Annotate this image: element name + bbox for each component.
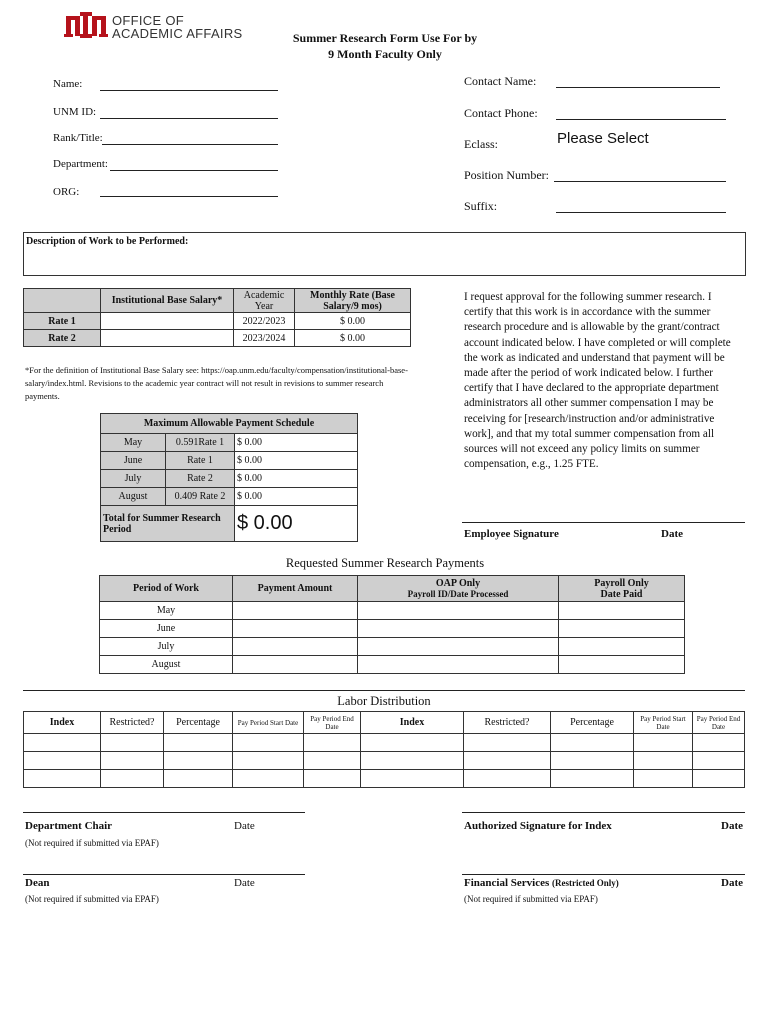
schedule-total-amount: $ 0.00 (235, 506, 358, 542)
labor-cell[interactable] (233, 734, 304, 752)
employee-signature-label: Employee Signature (464, 528, 559, 540)
schedule-rate: Rate 1 (166, 452, 235, 470)
description-label: Description of Work to be Performed: (26, 236, 189, 247)
contact-name-field[interactable] (556, 74, 720, 88)
labor-col-index-2: Index (361, 712, 464, 734)
position-number-label: Position Number: (464, 168, 550, 182)
payment-month: May (100, 602, 233, 620)
labor-cell[interactable] (693, 734, 745, 752)
payment-payroll-cell[interactable] (559, 638, 685, 656)
payments-col-payroll (559, 576, 685, 602)
schedule-amount: $ 0.00 (235, 488, 358, 506)
schedule-total-label: Total for Summer Research Period (101, 506, 235, 542)
rate-2-monthly: $ 0.00 (295, 330, 411, 347)
suffix-label: Suffix: (464, 199, 498, 213)
suffix-field[interactable] (556, 199, 726, 213)
payments-title: Requested Summer Research Payments (285, 556, 485, 570)
fin-services-title: Financial Services (464, 877, 550, 889)
labor-cell[interactable] (164, 734, 233, 752)
rank-title-label: Rank/Title: (53, 132, 103, 144)
labor-cell[interactable] (361, 770, 464, 788)
payment-schedule-table (100, 413, 358, 542)
org-label: ORG: (53, 186, 80, 198)
oap-payroll-id-label: Payroll ID/Date Processed (407, 589, 509, 599)
labor-col-start-2: Pay Period Start Date (634, 712, 693, 734)
labor-cell[interactable] (101, 770, 164, 788)
labor-cell[interactable] (551, 770, 634, 788)
org-line-2: ACADEMIC AFFAIRS (112, 26, 243, 41)
labor-cell[interactable] (693, 752, 745, 770)
form-title-line-1: Summer Research Form Use For by (292, 31, 478, 45)
payment-payroll-cell[interactable] (559, 620, 685, 638)
payments-col-oap (358, 576, 559, 602)
labor-col-index: Index (24, 712, 101, 734)
labor-cell[interactable] (693, 770, 745, 788)
name-label: Name: (53, 78, 83, 90)
rate-1-label: Rate 1 (24, 313, 101, 330)
payment-month: June (100, 620, 233, 638)
labor-cell[interactable] (233, 752, 304, 770)
payment-month: August (100, 656, 233, 674)
labor-col-start: Pay Period Start Date (233, 712, 304, 734)
rate-1-year: 2022/2023 (234, 313, 295, 330)
labor-col-end-2: Pay Period End Date (693, 712, 745, 734)
labor-cell[interactable] (464, 734, 551, 752)
labor-col-restricted: Restricted? (101, 712, 164, 734)
labor-cell[interactable] (361, 752, 464, 770)
payment-payroll-cell[interactable] (559, 602, 685, 620)
payment-oap-cell[interactable] (358, 602, 559, 620)
rate-table (23, 288, 411, 347)
dean-date-label: Date (234, 877, 255, 889)
contact-name-label: Contact Name: (464, 74, 537, 88)
labor-cell[interactable] (464, 770, 551, 788)
payment-oap-cell[interactable] (358, 656, 559, 674)
schedule-rate: 0.409 Rate 2 (166, 488, 235, 506)
schedule-month: June (101, 452, 166, 470)
fin-services-label (464, 877, 619, 889)
schedule-amount: $ 0.00 (235, 434, 358, 452)
rate-1-salary-cell[interactable] (101, 313, 234, 330)
labor-cell[interactable] (101, 752, 164, 770)
date-paid-label: Date Paid (600, 588, 643, 600)
department-field[interactable] (110, 158, 278, 171)
labor-title: Labor Distribution (337, 694, 431, 708)
auth-signature-line[interactable] (462, 802, 745, 813)
labor-cell[interactable] (464, 752, 551, 770)
labor-cell[interactable] (304, 734, 361, 752)
dept-chair-date-label: Date (234, 820, 255, 832)
payment-amount-cell[interactable] (233, 620, 358, 638)
department-label: Department: (53, 158, 108, 170)
org-line-1: OFFICE OF (112, 13, 185, 28)
labor-cell[interactable] (233, 770, 304, 788)
payments-table (99, 575, 685, 674)
position-number-field[interactable] (554, 168, 726, 182)
labor-cell[interactable] (304, 770, 361, 788)
payroll-only-label: Payroll Only (594, 577, 649, 589)
payment-oap-cell[interactable] (358, 620, 559, 638)
oap-only-label: OAP Only (435, 578, 481, 589)
schedule-amount: $ 0.00 (235, 452, 358, 470)
payment-payroll-cell[interactable] (559, 656, 685, 674)
dept-chair-label: Department Chair (25, 820, 113, 832)
rate-1-monthly: $ 0.00 (295, 313, 411, 330)
rate-2-salary-cell[interactable] (101, 330, 234, 347)
certification-text: I request approval for the following summer research. I certify that this work is in accordance with the summer research procedure and is allowable by the grant/contract account indicated below. I have completed or will complete the work as indicated and understand that payment will be made after the period of work indicated below. I further certify that I have declared to the appropriate department administrators all other summer compensation I may be receiving for [research/instruction and/or administrative work], and that my total summer compensation from all sources will not exceed any policy limits on summer compensation, e.g., 1.25 FTE. (464, 291, 731, 471)
payment-amount-cell[interactable] (233, 638, 358, 656)
schedule-rate: 0.591Rate 1 (166, 434, 235, 452)
rank-title-field[interactable] (102, 132, 278, 145)
rate-2-year: 2023/2024 (234, 330, 295, 347)
payment-oap-cell[interactable] (358, 638, 559, 656)
dean-label: Dean (25, 877, 50, 889)
labor-cell[interactable] (634, 734, 693, 752)
labor-col-end: Pay Period End Date (304, 712, 361, 734)
org-field[interactable] (100, 184, 278, 197)
name-field[interactable] (100, 78, 278, 91)
labor-cell[interactable] (24, 752, 101, 770)
unm-id-label: UNM ID: (53, 106, 97, 118)
unm-id-field[interactable] (100, 106, 278, 119)
salary-footnote: *For the definition of Institutional Base Salary see: https://oap.unm.edu/faculty/compensation/institutional-base-salary/index.html. Revisions to the academic year contract will not result in revisions to summer research payments. (25, 365, 408, 401)
labor-cell[interactable] (24, 734, 101, 752)
labor-cell[interactable] (24, 770, 101, 788)
auth-date-label: Date (721, 820, 743, 832)
rate-table-corner (24, 289, 101, 313)
fin-services-restricted: (Restricted Only) (552, 878, 619, 888)
schedule-title: Maximum Allowable Payment Schedule (101, 414, 358, 434)
auth-signature-label: Authorized Signature for Index (464, 820, 612, 832)
rate-2-label: Rate 2 (24, 330, 101, 347)
unm-logo-mark-icon (64, 12, 108, 42)
labor-cell[interactable] (164, 770, 233, 788)
form-title-line-2: 9 Month Faculty Only (328, 47, 442, 61)
labor-col-percentage-2: Percentage (551, 712, 634, 734)
eclass-select[interactable]: Please Select (557, 130, 649, 147)
payments-col-period: Period of Work (100, 576, 233, 602)
labor-cell[interactable] (634, 752, 693, 770)
eclass-label: Eclass: (464, 137, 498, 151)
dean-signature-line[interactable] (23, 864, 305, 875)
contact-phone-label: Contact Phone: (464, 106, 538, 120)
labor-cell[interactable] (304, 752, 361, 770)
rate-table-header-monthly: Monthly Rate (Base Salary/9 mos) (295, 289, 411, 313)
labor-cell[interactable] (361, 734, 464, 752)
labor-cell[interactable] (164, 752, 233, 770)
employee-date-label: Date (661, 528, 683, 540)
rate-table-header-salary: Institutional Base Salary* (101, 289, 234, 313)
labor-cell[interactable] (634, 770, 693, 788)
schedule-month: August (101, 488, 166, 506)
fin-services-note: (Not required if submitted via EPAF) (464, 894, 598, 904)
dean-note: (Not required if submitted via EPAF) (25, 894, 159, 904)
labor-cell[interactable] (101, 734, 164, 752)
labor-col-restricted-2: Restricted? (464, 712, 551, 734)
unm-logo (64, 12, 108, 42)
labor-divider-top (23, 690, 745, 691)
rate-table-header-year: Academic Year (234, 289, 295, 313)
dept-chair-note: (Not required if submitted via EPAF) (25, 838, 159, 848)
dept-chair-signature-line[interactable] (23, 802, 305, 813)
fin-services-date-label: Date (721, 877, 743, 889)
payment-amount-cell[interactable] (233, 656, 358, 674)
labor-col-percentage: Percentage (164, 712, 233, 734)
labor-cell[interactable] (551, 752, 634, 770)
payment-month: July (100, 638, 233, 656)
fin-services-signature-line[interactable] (462, 864, 745, 875)
form-title (270, 30, 500, 62)
payment-amount-cell[interactable] (233, 602, 358, 620)
labor-cell[interactable] (551, 734, 634, 752)
labor-table (23, 711, 745, 788)
employee-signature-line[interactable] (462, 510, 745, 523)
schedule-rate: Rate 2 (166, 470, 235, 488)
schedule-month: May (101, 434, 166, 452)
description-box[interactable] (23, 232, 746, 276)
payments-col-amount: Payment Amount (233, 576, 358, 602)
schedule-month: July (101, 470, 166, 488)
contact-phone-field[interactable] (556, 106, 726, 120)
schedule-amount: $ 0.00 (235, 470, 358, 488)
org-name (112, 14, 243, 40)
